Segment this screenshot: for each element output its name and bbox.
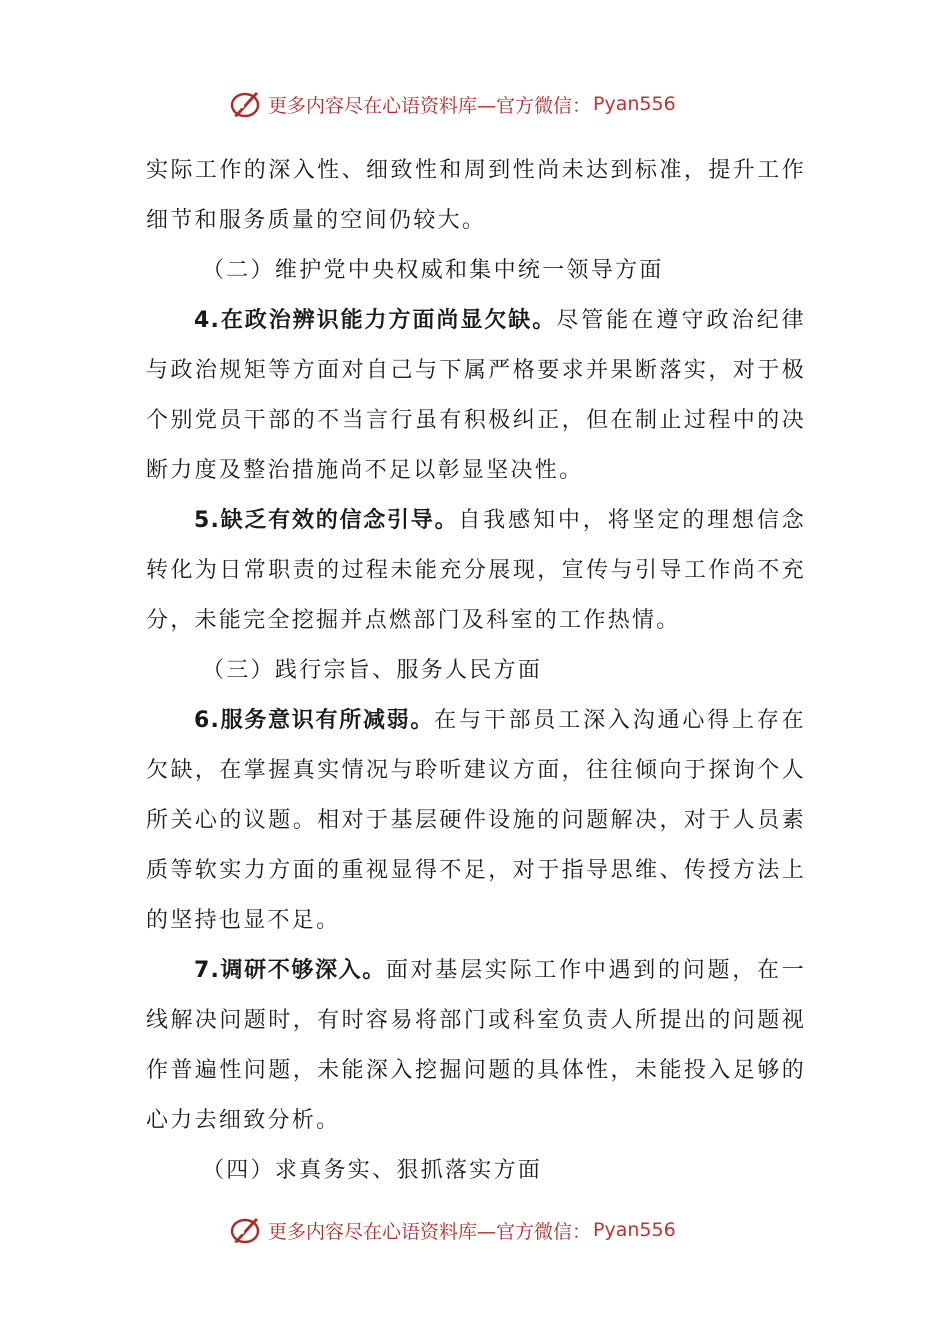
item-6-text: 在与干部员工深入沟通心得上存在欠缺，在掌握真实情况与聆听建议方面，往往倾向于探询个人所关心的议题。相对于基层硬件设施的问题解决，对于人员素质等软实力方面的重视显得不足，对于指导思维、传授方法上的坚持也显不足。	[146, 708, 806, 933]
watermark-text: 更多内容尽在心语资料库—官方微信：	[268, 1220, 592, 1243]
wechat-id: Pyan556	[593, 1219, 676, 1241]
document-body	[146, 146, 806, 1196]
section-heading-3: （三）践行宗旨、服务人民方面	[202, 658, 543, 683]
footer-watermark	[228, 1210, 676, 1250]
item-4-title: 4.在政治辨识能力方面尚显欠缺。	[194, 308, 557, 333]
section-heading-2: （二）维护党中央权威和集中统一领导方面	[202, 258, 664, 283]
item-5-title: 5.缺乏有效的信念引导。	[194, 508, 459, 533]
item-6-title: 6.服务意识有所减弱。	[194, 708, 435, 733]
item-6	[146, 696, 806, 946]
pen-logo-icon	[228, 86, 264, 122]
item-7	[146, 946, 806, 1146]
pen-logo-icon	[228, 1212, 264, 1248]
item-5	[146, 496, 806, 646]
section-heading-4: （四）求真务实、狠抓落实方面	[202, 1158, 543, 1183]
header-watermark	[228, 84, 676, 124]
item-4-text: 尽管能在遵守政治纪律与政治规矩等方面对自己与下属严格要求并果断落实，对于极个别党员干部的不当言行虽有积极纠正，但在制止过程中的决断力度及整治措施尚不足以彰显坚决性。	[146, 308, 806, 483]
item-7-title: 7.调研不够深入。	[194, 958, 386, 983]
item-7-text: 面对基层实际工作中遇到的问题，在一线解决问题时，有时容易将部门或科室负责人所提出的问题视作普遍性问题，未能深入挖掘问题的具体性，未能投入足够的心力去细致分析。	[146, 958, 807, 1133]
item-5-text: 自我感知中，将坚定的理想信念转化为日常职责的过程未能充分展现，宣传与引导工作尚不充分，未能完全挖掘并点燃部门及科室的工作热情。	[146, 508, 806, 633]
paragraph-continued: 实际工作的深入性、细致性和周到性尚未达到标准，提升工作细节和服务质量的空间仍较大。	[146, 158, 806, 233]
watermark-text: 更多内容尽在心语资料库—官方微信：	[268, 94, 592, 117]
wechat-id: Pyan556	[593, 93, 676, 115]
item-4	[146, 296, 806, 496]
